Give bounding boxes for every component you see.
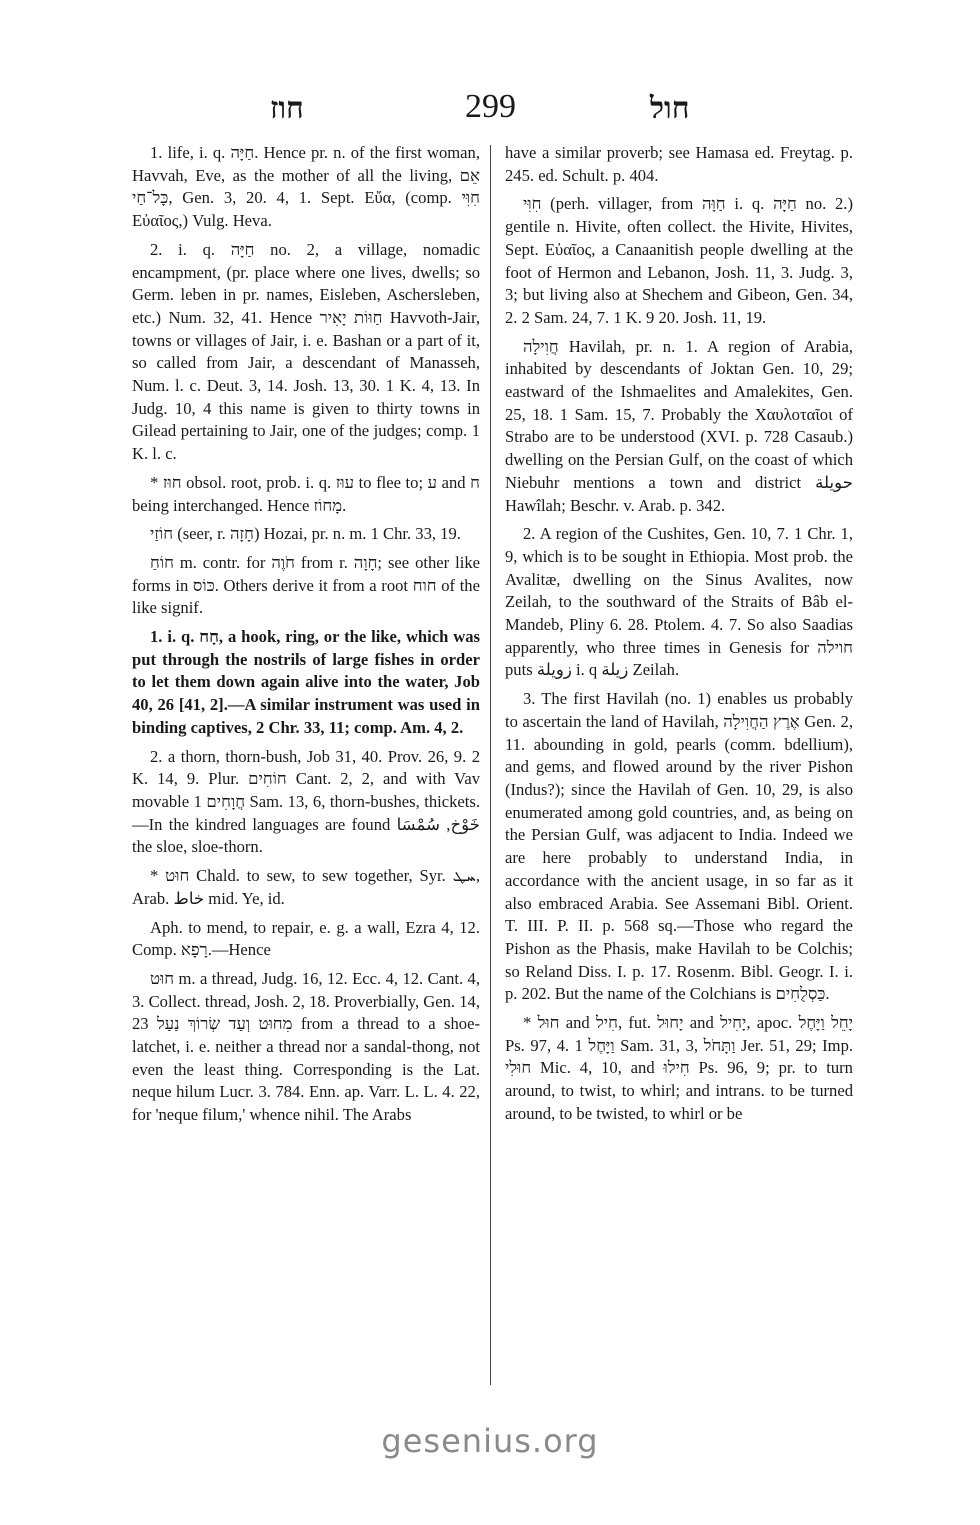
- dictionary-entry: Aph. to mend, to repair, e. g. a wall, Ezra 4, 12. Comp. רָפָא.—Hence: [132, 917, 480, 960]
- header-left-word: חוז: [270, 92, 304, 125]
- dictionary-entry: 2. i. q. חַיָּה no. 2, a village, nomadic encampment, (pr. place where one lives, dwells; so Germ. leben in pr. names, Eisleben, Aschersleben, etc.) Num. 32, 41. Hence חַוּוֹת יָאִיר Havvoth-Jair, towns or villages of Jair, i. e. Bashan or a part of it, so called from Jair, a descendant of Manasseh, Num. l. c. Deut. 3, 14. Josh. 13, 30. 1 K. 4, 13. In Judg. 10, 4 this name is given to thirty towns in Gilead pertaining to Jair, one of the judges; comp. 1 K. l. c.: [132, 239, 480, 464]
- dictionary-entry: 1. i. q. חָח, a hook, ring, or the like, which was put through the nostrils of large fishes in order to let them down again alive into the water, Job 40, 26 [41, 2].—A similar instrument was used in binding captives, 2 Chr. 33, 11; comp. Am. 4, 2.: [132, 627, 480, 737]
- dictionary-entry: have a similar proverb; see Hamasa ed. Freytag. p. 245. ed. Schult. p. 404.: [505, 143, 853, 185]
- dictionary-entry: חִוִּי (perh. villager, from חַוָּה i. q. חַיָּה no. 2.) gentile n. Hivite, often collect. the Hivite, Hivites, Sept. Εὐαῖος, a Canaanitish people dwelling at the foot of Hermon and Lebanon, Josh. 11, 3. Judg. 3, 3; but living also at Shechem and Gibeon, Gen. 34, 2. 2 Sam. 24, 7. 1 K. 9 20. Josh. 11, 19.: [505, 194, 853, 327]
- dictionary-entry: חוֹזַי (seer, r. חָזָה) Hozai, pr. n. m. 1 Chr. 33, 19.: [150, 524, 461, 544]
- site-watermark: gesenius.org: [381, 1422, 599, 1460]
- left-column: [132, 142, 480, 1133]
- dictionary-entry: * חוּז obsol. root, prob. i. q. עוּז to flee to; ע and ח being interchanged. Hence מָחוֹז.: [132, 472, 480, 515]
- page-header: [0, 88, 980, 132]
- dictionary-entry: * חוּל and חִיל, fut. יָחוּל and יָחִיל, apoc. יָחֵל וַיָּחֶל Ps. 97, 4. וַיָּחֶל 1 Sam. 31, 3, וַתָּחֹל Jer. 51, 29; Imp. חוּלִי Mic. 4, 10, and חִילוּ Ps. 96, 9; pr. to turn around, to twist, to whirl; and intrans. to be turned around, to be twisted, to whirl or be: [505, 1013, 854, 1123]
- right-column: [505, 142, 853, 1132]
- header-right-word: חול: [650, 92, 690, 125]
- dictionary-entry: חוּט m. a thread, Judg. 16, 12. Ecc. 4, 12. Cant. 4, 3. Collect. thread, Josh. 2, 18. Proverbially, Gen. 14, 23 מִחוּט וְעַד שְׂרוֹךְ נַעַל from a thread to a shoe-latchet, i. e. neither a thread nor a sandal-thong, not even the least thing. Corresponding is the Lat. neque hilum Lucr. 3. 784. Enn. ap. Varr. L. L. 4. 22, for 'neque filum,' whence nihil. The Arabs: [132, 968, 480, 1125]
- dictionary-entry: 2. A region of the Cushites, Gen. 10, 7. 1 Chr. 1, 9, which is to be sought in Ethiopia. Most prob. the Avalitæ, dwelling on the Sinus Avalites, now Zeilah, to the southward of the Straits of Bâb el-Mandeb, Pliny 6. 28. Ptolem. 4. 7. So also Saadias apparently, who three times in Genesis for חוילה puts زويلة i. q زيلة Zeilah.: [505, 524, 853, 680]
- dictionary-entry: 1. life, i. q. חַיָּה. Hence pr. n. of the first woman, Havvah, Eve, as the mother of all the living, אֵם כָּל־חַי, Gen. 3, 20. 4, 1. Sept. Εὔα, (comp. חִוִּי Εὐαῖος,) Vulg. Heva.: [132, 143, 480, 231]
- dictionary-entry: 3. The first Havilah (no. 1) enables us probably to ascertain the land of Havilah, אֶרֶץ הַחֲוִילָה Gen. 2, 11. abounding in gold, pearls (comm. bdellium), and gems, and flowed around by the river Pishon (Indus?); since the Havilah of Gen. 10, 29, is also enumerated among gold countries, and, as being on the Persian Gulf, was adjacent to India. Indeed we are here probably to understand India, in accordance with the ancient usage, in so far as it also embraced Arabia. See Assemani Bibl. Orient. T. III. P. II. p. 568 sq.—Those who regard the Pishon as the Phasis, make Havilah to be Colchis; so Reland Diss. I. p. 17. Rosenm. Bibl. Geogr. I. i. p. 202. But the name of the Colchians is כַּסְלֻחִים.: [505, 689, 853, 1004]
- dictionary-entry: 2. a thorn, thorn-bush, Job 31, 40. Prov. 26, 9. 2 K. 14, 9. Plur. חוֹחִים Cant. 2, 2, and with Vav movable חֲוָחִים 1 Sam. 13, 6, thorn-bushes, thickets.—In the kindred languages are found خَوْخ, سُمْسَا the sloe, sloe-thorn.: [132, 746, 480, 857]
- dictionary-entry: חֲוִילָה Havilah, pr. n. 1. A region of Arabia, inhabited by descendants of Joktan Gen. 10, 29; eastward of the Ishmaelites and Amalekites, Gen. 25, 18. 1 Sam. 15, 7. Probably the Χαυλοταῖοι of Strabo are to be understood (XVI. p. 728 Casaub.) dwelling on the Persian Gulf, on the coast of which Niebuhr mentions a town and district حويلة Hawîlah; Beschr. v. Arab. p. 342.: [505, 336, 853, 515]
- page-number: 299: [465, 88, 516, 125]
- dictionary-entry: חוֹחַ m. contr. for חֹוֶה from r. חָוָה; see other like forms in כּוֹס. Others derive it from a root חוח of the like signif.: [132, 552, 480, 618]
- column-divider: [490, 145, 491, 1385]
- dictionary-entry: * חוּט Chald. to sew, to sew together, Syr. ܚܛ, Arab. خاط mid. Ye, id.: [132, 866, 480, 908]
